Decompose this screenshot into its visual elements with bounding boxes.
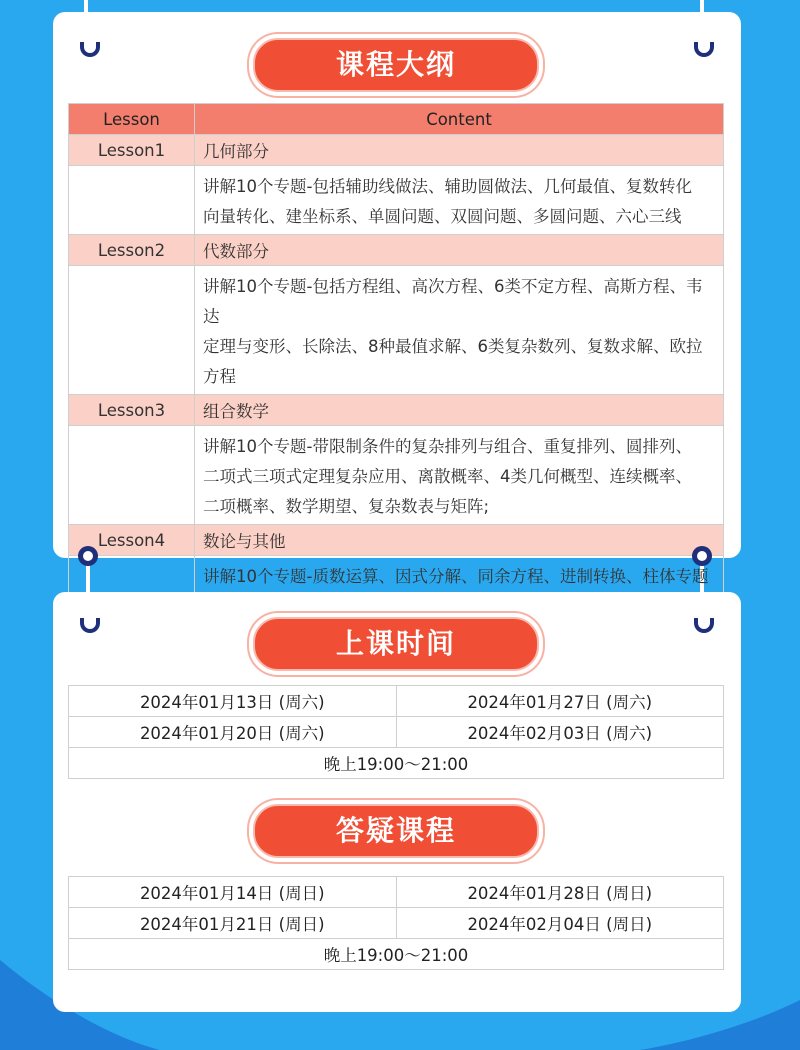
schedule-date: 2024年01月27日 (周六): [396, 686, 724, 717]
lesson-description: [195, 266, 724, 395]
lesson-title: 组合数学: [195, 395, 724, 426]
qa-date: 2024年01月21日 (周日): [69, 908, 397, 939]
qa-banner: 答疑课程: [253, 804, 539, 858]
description-line: 二项式三项式定理复杂应用、离散概率、4类几何概型、连续概率、: [203, 467, 692, 486]
hanger-hook-icon: [78, 546, 98, 566]
qa-date: 2024年01月14日 (周日): [69, 877, 397, 908]
description-line: 讲解10个专题-包括方程组、高次方程、6类不定方程、高斯方程、韦达: [203, 277, 703, 326]
lesson-description-row: [69, 166, 724, 235]
qa-date: 2024年01月28日 (周日): [396, 877, 724, 908]
lesson-title: 代数部分: [195, 235, 724, 266]
binder-ring-icon: [694, 42, 714, 57]
description-line: 二项概率、数学期望、复杂数表与矩阵;: [203, 497, 490, 516]
lesson-title: 数论与其他: [195, 525, 724, 556]
lesson-label: Lesson3: [69, 395, 195, 426]
binder-ring-icon: [80, 618, 100, 633]
lesson-row: [69, 395, 724, 426]
description-line: 讲解10个专题-带限制条件的复杂排列与组合、重复排列、圆排列、: [203, 437, 692, 456]
schedule-date: 2024年01月20日 (周六): [69, 717, 397, 748]
course-outline-card: [53, 12, 741, 586]
binder-ring-icon: [80, 42, 100, 57]
lesson-label: Lesson4: [69, 525, 195, 556]
schedule-banner: 上课时间: [253, 617, 539, 671]
lesson-label: Lesson1: [69, 135, 195, 166]
lesson-title: 几何部分: [195, 135, 724, 166]
lesson-row: [69, 525, 724, 556]
qa-date: 2024年02月04日 (周日): [396, 908, 724, 939]
description-line: 定理与变形、长除法、8种最值求解、6类复杂数列、复数求解、欧拉方程: [203, 337, 703, 386]
lesson-row: [69, 135, 724, 166]
description-line: 向量转化、建坐标系、单圆问题、双圆问题、多圆问题、六心三线: [203, 207, 682, 226]
table-row: [69, 877, 724, 908]
qa-time: 晚上19:00～21:00: [69, 939, 724, 970]
schedule-table: [68, 685, 724, 779]
outline-table: [68, 103, 724, 625]
description-line: 讲解10个专题-包括辅助线做法、辅助圆做法、几何最值、复数转化: [203, 177, 692, 196]
hanger-hook-icon: [692, 546, 712, 566]
header-content: Content: [195, 104, 724, 135]
binder-ring-icon: [694, 618, 714, 633]
schedule-time: 晚上19:00～21:00: [69, 748, 724, 779]
schedule-card: [53, 592, 741, 1012]
outline-banner: 课程大纲: [253, 38, 539, 92]
table-row: [69, 939, 724, 970]
lesson-description-row: [69, 266, 724, 395]
lesson-description-row: [69, 426, 724, 525]
table-header-row: [69, 104, 724, 135]
description-line: 讲解10个专题-质数运算、因式分解、同余方程、进制转换、柱体专题: [203, 567, 709, 586]
header-lesson: Lesson: [69, 104, 195, 135]
table-row: [69, 908, 724, 939]
table-row: [69, 748, 724, 779]
lesson-row: [69, 235, 724, 266]
schedule-date: 2024年01月13日 (周六): [69, 686, 397, 717]
qa-table: [68, 876, 724, 970]
lesson-description: [195, 166, 724, 235]
schedule-date: 2024年02月03日 (周六): [396, 717, 724, 748]
table-row: [69, 686, 724, 717]
lesson-label: Lesson2: [69, 235, 195, 266]
lesson-description: [195, 426, 724, 525]
table-row: [69, 717, 724, 748]
